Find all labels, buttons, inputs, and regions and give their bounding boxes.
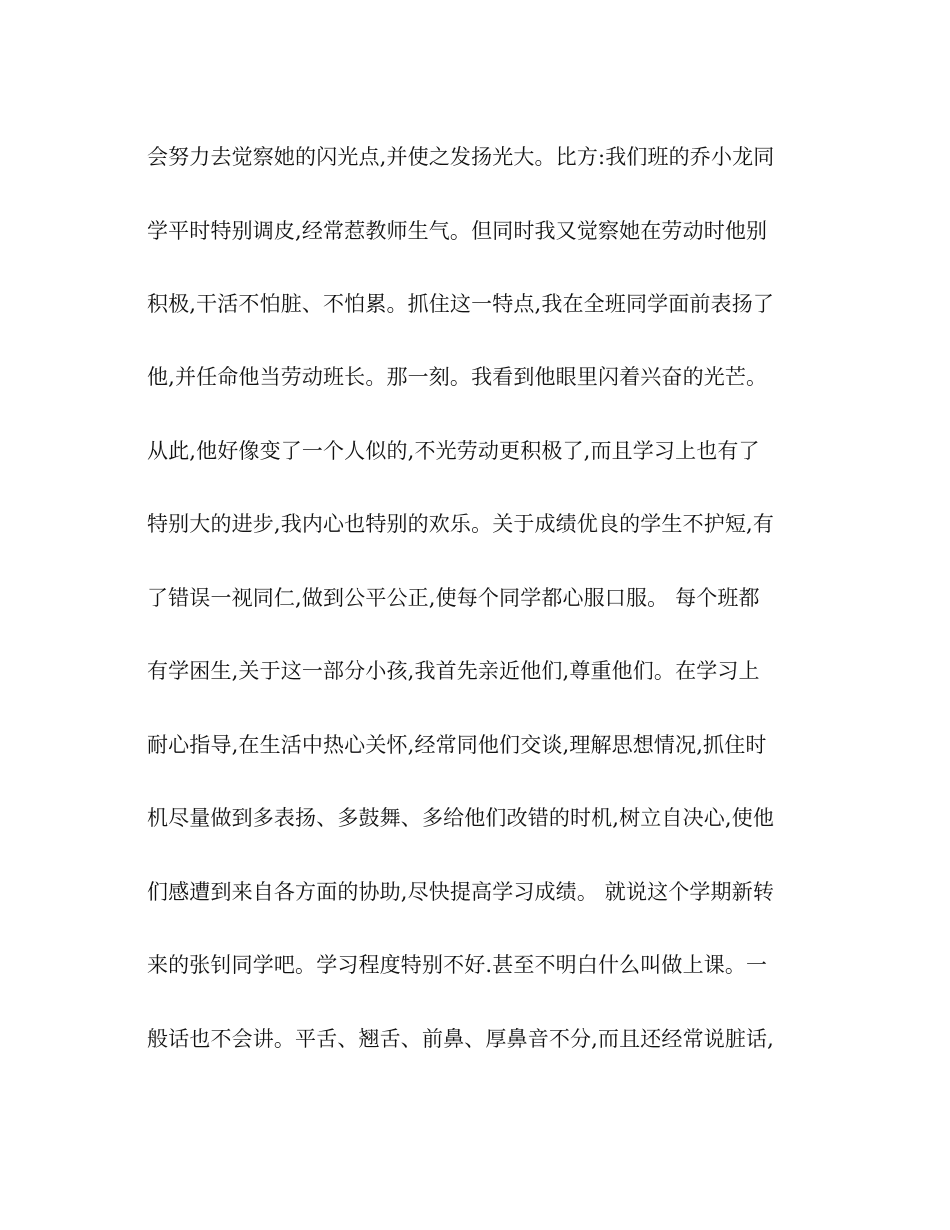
text-line-12: 来的张钊同学吧。学习程度特别不好.甚至不明白什么叫做上课。一 — [147, 953, 768, 977]
text-line-1: 会努力去觉察她的闪光点,并使之发扬光大。比方:我们班的乔小龙同 — [147, 145, 775, 169]
text-line-3: 积极,干活不怕脏、不怕累。抓住这一特点,我在全班同学面前表扬了 — [147, 292, 774, 316]
text-line-7: 了错误一视同仁,做到公平公正,使每个同学都心服口服。 每个班都 — [147, 586, 760, 610]
text-line-6: 特别大的进步,我内心也特别的欢乐。关于成绩优良的学生不护短,有 — [147, 512, 774, 536]
text-line-8: 有学困生,关于这一部分小孩,我首先亲近他们,尊重他们。在学习上 — [147, 659, 760, 683]
text-line-11: 们感遭到来自各方面的协助,尽快提高学习成绩。 就说这个学期新转 — [147, 880, 774, 904]
text-line-2: 学平时特别调皮,经常惹教师生气。但同时我又觉察她在劳动时他别 — [147, 219, 768, 243]
text-line-4: 他,并任命他当劳动班长。那一刻。我看到他眼里闪着兴奋的光芒。 — [147, 365, 768, 389]
text-line-10: 机尽量做到多表扬、多鼓舞、多给他们改错的时机,树立自决心,使他 — [147, 806, 774, 830]
text-line-13: 般话也不会讲。平舌、翘舌、前鼻、厚鼻音不分,而且还经常说脏话, — [147, 1027, 774, 1051]
text-line-9: 耐心指导,在生活中热心关怀,经常同他们交谈,理解思想情况,抓住时 — [147, 733, 767, 757]
text-line-5: 从此,他好像变了一个人似的,不光劳动更积极了,而且学习上也有了 — [147, 439, 760, 463]
